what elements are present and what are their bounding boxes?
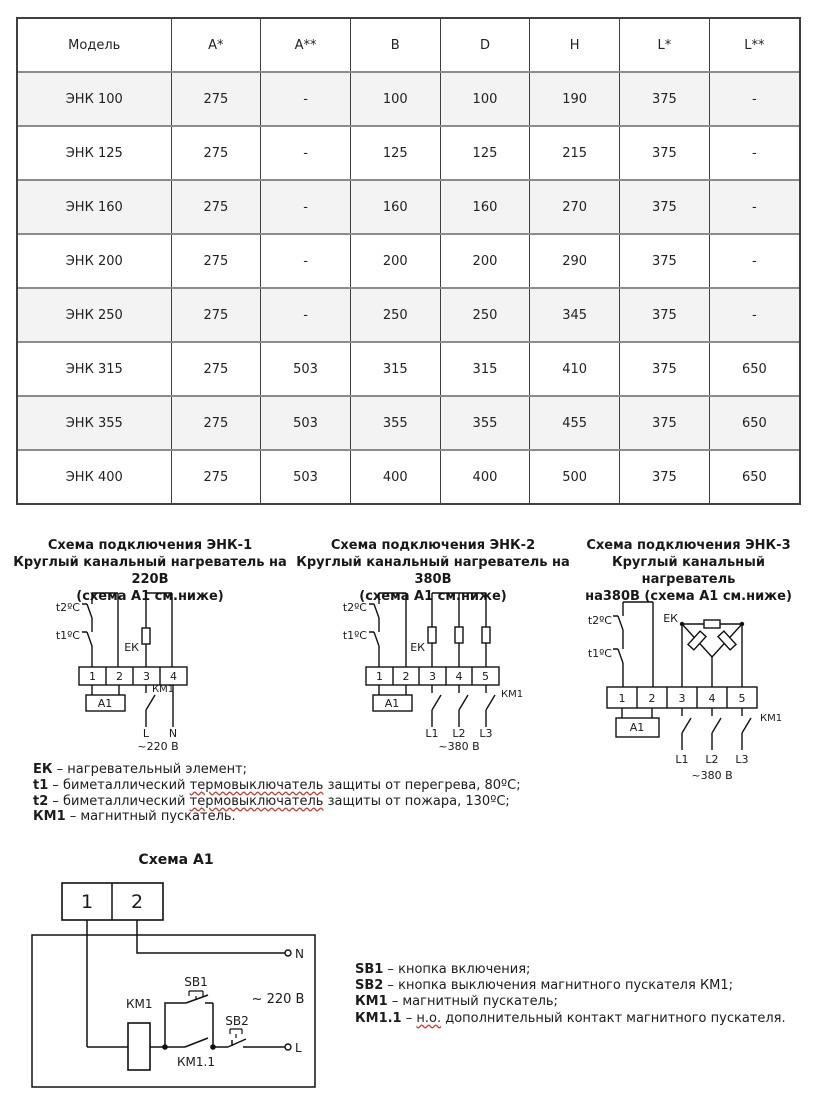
terminal-4: 4 (170, 670, 177, 683)
value-cell: 650 (709, 342, 799, 396)
table-header-cell: Модель (18, 19, 171, 72)
value-cell: 275 (171, 126, 261, 180)
enk1-wiring-diagram (55, 585, 245, 760)
a1-label: А1 (629, 721, 645, 734)
t1-label: t1ºC (342, 629, 367, 642)
heater-element-symbol (142, 628, 150, 644)
value-cell: 125 (440, 126, 530, 180)
legend-term: КМ1.1 (355, 1010, 402, 1026)
junction-dot (210, 1044, 216, 1050)
legend-item (33, 809, 521, 825)
value-cell: 345 (530, 288, 620, 342)
value-cell: 200 (440, 234, 530, 288)
value-cell: 250 (350, 288, 440, 342)
value-cell: 400 (440, 450, 530, 503)
a1-label: А1 (384, 697, 400, 710)
value-cell: 400 (350, 450, 440, 503)
km1-coil (128, 1023, 150, 1070)
value-cell: 100 (440, 72, 530, 126)
value-cell: 160 (440, 180, 530, 234)
value-cell: - (709, 234, 799, 288)
value-cell: - (709, 288, 799, 342)
terminal-4: 4 (455, 670, 463, 683)
voltage-label: ~380 В (691, 769, 733, 782)
l1-label: L1 (675, 753, 689, 766)
diagram1-title-line3: (схема А1 см.ниже) (76, 589, 224, 604)
terminal-4: 4 (708, 692, 716, 705)
terminal-1: 1 (376, 670, 383, 683)
value-cell: 100 (350, 72, 440, 126)
sb1-label: SB1 (184, 975, 208, 989)
model-cell: ЭНК 315 (18, 342, 171, 396)
value-cell: 275 (171, 72, 261, 126)
value-cell: 250 (440, 288, 530, 342)
l-terminal-circle (285, 1044, 291, 1050)
legend-term: t1 (33, 777, 49, 793)
l3-label: L3 (479, 727, 493, 740)
model-cell: ЭНК 100 (18, 72, 171, 126)
l1-label: L1 (425, 727, 439, 740)
value-cell: - (261, 126, 351, 180)
value-cell: 275 (171, 450, 261, 503)
heater-element-symbol (704, 620, 720, 628)
value-cell: 275 (171, 396, 261, 450)
legend-text: – биметаллический (48, 777, 190, 793)
km1-label: КМ1 (501, 689, 524, 700)
table-row (18, 126, 799, 180)
sb2-label: SB2 (225, 1014, 249, 1028)
legend-item (33, 794, 521, 810)
table-header-cell: H (530, 19, 620, 72)
schema-a1-diagram (25, 848, 360, 1093)
value-cell: 375 (620, 126, 710, 180)
delta-node (680, 622, 684, 626)
value-cell: 503 (261, 450, 351, 503)
terminal-3: 3 (143, 670, 150, 683)
legend-text: дополнительный контакт магнитного пускателя. (441, 1010, 786, 1026)
t2-label: t2ºC (587, 614, 612, 627)
table-row (18, 396, 799, 450)
value-cell: 375 (620, 180, 710, 234)
heater-element-symbol (428, 627, 436, 643)
voltage-label: ~ 220 В (251, 992, 305, 1007)
legend-text: защиты от пожара, 130ºС; (323, 793, 510, 809)
value-cell: 275 (171, 234, 261, 288)
model-cell: ЭНК 250 (18, 288, 171, 342)
table-row (18, 288, 799, 342)
table-row (18, 180, 799, 234)
value-cell: 275 (171, 180, 261, 234)
table-row (18, 450, 799, 503)
value-cell: 160 (350, 180, 440, 234)
value-cell: 650 (709, 450, 799, 503)
value-cell: 275 (171, 342, 261, 396)
value-cell: - (709, 126, 799, 180)
value-cell: 375 (620, 72, 710, 126)
legend-text: – магнитный пускатель; (387, 994, 558, 1010)
terminal-1: 1 (89, 670, 96, 683)
enk2-wiring-diagram (342, 585, 560, 760)
terminal-5: 5 (482, 670, 489, 683)
km1-label: КМ1 (126, 997, 153, 1011)
a1-terminal-2: 2 (130, 891, 144, 913)
km1-label: КМ1 (152, 684, 175, 695)
enk3-wiring-diagram (585, 585, 810, 790)
terminal-2: 2 (402, 670, 410, 683)
legend-term: КМ1 (33, 809, 66, 825)
l3-label: L3 (735, 753, 749, 766)
legend-item (355, 1011, 786, 1027)
value-cell: - (261, 234, 351, 288)
value-cell: 410 (530, 342, 620, 396)
l2-label: L2 (705, 753, 719, 766)
value-cell: 315 (440, 342, 530, 396)
legend-term: КМ1 (355, 994, 388, 1010)
legend-text-underlined: термовыключатель (189, 777, 324, 793)
table-row (18, 342, 799, 396)
ek-label: ЕК (410, 641, 425, 654)
legend-text: – (401, 1010, 417, 1026)
km1-1-label: КМ1.1 (177, 1055, 215, 1069)
schema-a1-title: Схема А1 (138, 852, 214, 868)
legend-text: – нагревательный элемент; (52, 762, 248, 777)
ek-label: ЕК (663, 612, 678, 625)
diagram2-title-line1: Схема подключения ЭНК-2 (330, 538, 536, 553)
value-cell: 200 (350, 234, 440, 288)
heater-element-symbol (482, 627, 490, 643)
model-cell: ЭНК 400 (18, 450, 171, 503)
table-header-row (18, 19, 799, 72)
value-cell: 355 (440, 396, 530, 450)
legend-item (355, 962, 786, 978)
sb2-actuator (230, 1029, 242, 1038)
value-cell: 375 (620, 234, 710, 288)
ek-label: ЕК (124, 641, 139, 654)
junction-dot (162, 1044, 168, 1050)
delta-node (740, 622, 744, 626)
legend-term: ЕК (33, 762, 53, 777)
voltage-label: ~220 В (137, 740, 179, 753)
diagram3-title-line3: на380В (схема А1 см.ниже) (585, 589, 792, 604)
neutral-n-label: N (168, 727, 178, 740)
legend-term: t2 (33, 793, 49, 809)
components-legend (33, 762, 521, 825)
value-cell: 215 (530, 126, 620, 180)
terminal-2: 2 (116, 670, 123, 683)
table-header-cell: L* (620, 19, 710, 72)
terminal-3: 3 (678, 692, 686, 705)
value-cell: 503 (261, 396, 351, 450)
terminal-5: 5 (738, 692, 746, 705)
value-cell: 375 (620, 288, 710, 342)
value-cell: 290 (530, 234, 620, 288)
value-cell: - (261, 72, 351, 126)
table-row (18, 72, 799, 126)
legend-text: – магнитный пускатель. (65, 809, 236, 825)
value-cell: 190 (530, 72, 620, 126)
table-header-cell: L** (709, 19, 799, 72)
model-cell: ЭНК 355 (18, 396, 171, 450)
value-cell: 375 (620, 396, 710, 450)
value-cell: 500 (530, 450, 620, 503)
legend-text-underlined: термовыключатель (189, 793, 324, 809)
legend-item (33, 762, 521, 778)
value-cell: - (261, 288, 351, 342)
legend-item (355, 994, 786, 1010)
model-cell: ЭНК 125 (18, 126, 171, 180)
sb1-actuator (189, 991, 203, 1000)
table-header-cell: A* (171, 19, 261, 72)
legend-text-underlined: н.о. (416, 1010, 442, 1026)
a1-terminal-1: 1 (80, 891, 94, 913)
value-cell: - (709, 180, 799, 234)
value-cell: 375 (620, 342, 710, 396)
value-cell: 503 (261, 342, 351, 396)
l2-label: L2 (452, 727, 466, 740)
value-cell: 355 (350, 396, 440, 450)
neutral-n-label: N (295, 947, 304, 961)
value-cell: - (709, 72, 799, 126)
table-row (18, 234, 799, 288)
diagram3-title-line2: Круглый канальный нагреватель (611, 555, 766, 587)
value-cell: 375 (620, 450, 710, 503)
value-cell: 455 (530, 396, 620, 450)
spec-table (18, 19, 799, 503)
model-cell: ЭНК 160 (18, 180, 171, 234)
table-header-cell: A** (261, 19, 351, 72)
legend-text: – кнопка выключения магнитного пускателя КМ1; (383, 978, 734, 994)
diagram3-title-line1: Схема подключения ЭНК-3 (586, 538, 791, 553)
diagram1-title-line1: Схема подключения ЭНК-1 (47, 538, 253, 553)
value-cell: 275 (171, 288, 261, 342)
phase-l-label: L (295, 1041, 302, 1055)
legend-text: – кнопка включения; (383, 962, 531, 977)
diagram2-title-line2: Круглый канальный нагреватель на 380В (296, 555, 570, 587)
value-cell: 125 (350, 126, 440, 180)
diagram2-title-line3: (схема А1 см.ниже) (359, 589, 507, 604)
value-cell: 270 (530, 180, 620, 234)
km1-label: КМ1 (760, 713, 783, 724)
terminal-1: 1 (618, 692, 626, 705)
terminal-3: 3 (429, 670, 436, 683)
t2-label: t2ºC (342, 601, 367, 614)
spec-table-wrap (16, 17, 801, 505)
t1-label: t1ºC (587, 647, 612, 660)
legend-item (33, 778, 521, 794)
voltage-label: ~380 В (438, 740, 480, 753)
legend-item (355, 978, 786, 994)
table-header-cell: B (350, 19, 440, 72)
t2-label: t2ºC (55, 601, 80, 614)
model-cell: ЭНК 200 (18, 234, 171, 288)
terminal-2: 2 (648, 692, 656, 705)
diagram1-title-line2: Круглый канальный нагреватель на 220В (13, 555, 287, 587)
legend-term: SB1 (355, 962, 384, 977)
legend-term: SB2 (355, 978, 384, 994)
heater-element-symbol (455, 627, 463, 643)
legend-text: – биметаллический (48, 793, 190, 809)
schema-a1-legend (355, 962, 786, 1027)
t1-label: t1ºC (55, 629, 80, 642)
value-cell: - (261, 180, 351, 234)
n-terminal-circle (285, 950, 291, 956)
value-cell: 650 (709, 396, 799, 450)
value-cell: 315 (350, 342, 440, 396)
legend-text: защиты от перегрева, 80ºС; (323, 777, 521, 793)
a1-label: А1 (97, 697, 113, 710)
phase-l-label: L (142, 727, 150, 740)
table-header-cell: D (440, 19, 530, 72)
a1-enclosure-box (32, 935, 315, 1087)
